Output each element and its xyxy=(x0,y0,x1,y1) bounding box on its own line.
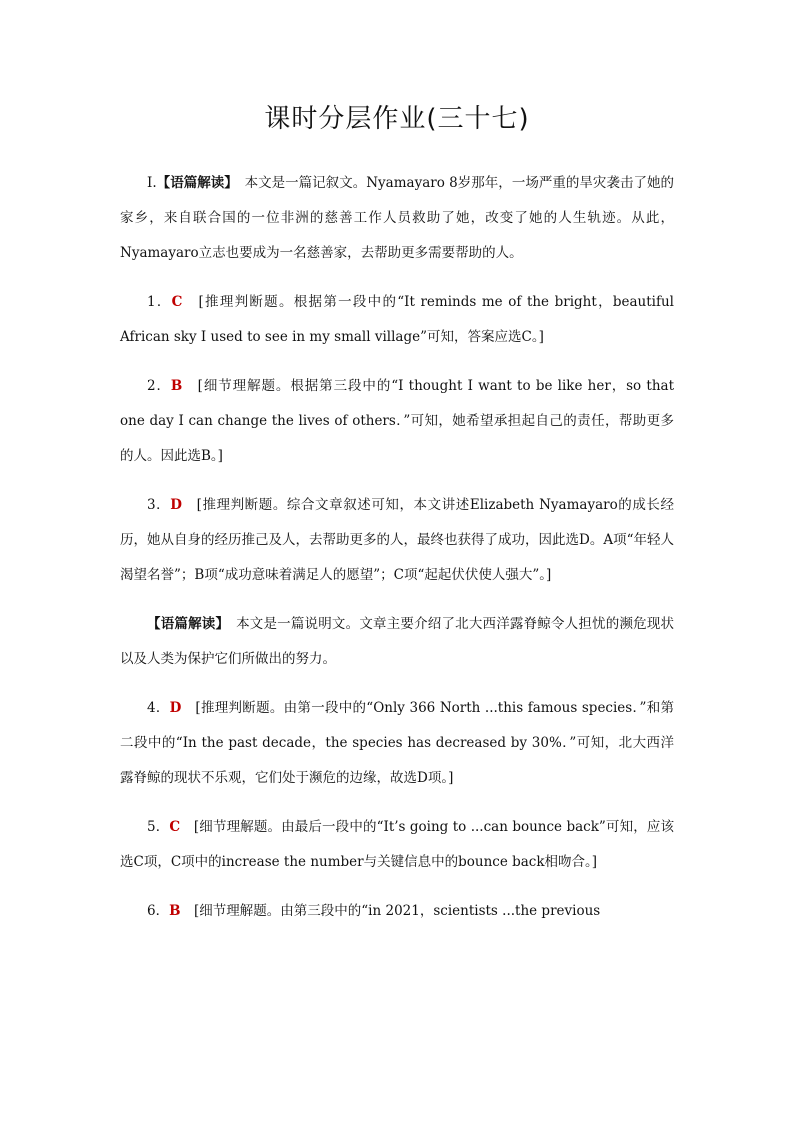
question-number: 1． xyxy=(147,294,172,310)
section-label: Ⅰ. xyxy=(147,175,157,191)
answer-explanation: [细节理解题。根据第三段中的“I thought I want to be like her，so that one day I can change the lives of others．”可知，她希望承担起自己的责任，帮助更多的人。因此选B。] xyxy=(120,378,674,464)
answer-explanation: [细节理解题。由第三段中的“in 2021，scientists ...the previous xyxy=(180,903,601,919)
answer-item xyxy=(120,691,674,796)
question-number: 4． xyxy=(147,700,170,716)
passage-summary-2 xyxy=(120,607,674,677)
passage-summary-text: 本文是一篇说明文。文章主要介绍了北大西洋露脊鲸令人担忧的濒危现状以及人类为保护它们所做出的努力。 xyxy=(120,616,675,667)
page-title: 课时分层作业(三十七) xyxy=(264,104,530,134)
answer-explanation: [推理判断题。根据第一段中的“It reminds me of the bright，beautiful African sky I used to see in my small village”可知，答案应选C。] xyxy=(120,294,674,345)
answer-letter: D xyxy=(170,497,182,513)
answer-explanation: [推理判断题。综合文章叙述可知，本文讲述Elizabeth Nyamayaro的成长经历，她从自身的经历推己及人，去帮助更多的人，最终也获得了成功，因此选D。A项“年轻人渴望名誉”；B项“成功意味着满足人的愿望”；C项“起起伏伏使人强大”。] xyxy=(120,497,675,583)
answer-item xyxy=(120,810,674,880)
answer-item xyxy=(120,369,674,474)
answer-explanation: [推理判断题。由第一段中的“Only 366 North ...this famous species．”和第二段中的“In the past decade，the species has decreased by 30%．”可知，北大西洋露脊鲸的现状不乐观，它们处于濒危的边缘，故选D项。] xyxy=(120,700,674,786)
answer-letter: B xyxy=(169,903,181,919)
passage-summary-1 xyxy=(120,166,674,271)
answer-letter: B xyxy=(170,378,183,394)
answer-content xyxy=(120,166,674,929)
answer-letter: D xyxy=(169,700,182,716)
question-number: 3． xyxy=(147,497,171,513)
question-number: 6． xyxy=(147,903,170,919)
answer-letter: C xyxy=(169,819,181,835)
question-number: 2． xyxy=(147,378,171,394)
answer-explanation: [细节理解题。由最后一段中的“It’s going to ...can bounce back”可知，应该选C项，C项中的increase the number与关键信息中的bounce back相吻合。] xyxy=(120,819,674,870)
passage-summary-text: 本文是一篇记叙文。Nyamayaro 8岁那年，一场严重的旱灾袭击了她的家乡，来自联合国的一位非洲的慈善工作人员救助了她，改变了她的人生轨迹。从此，Nyamayaro立志也要成为一名慈善家，去帮助更多需要帮助的人。 xyxy=(120,175,675,261)
question-number: 5． xyxy=(147,819,170,835)
answer-letter: C xyxy=(171,294,183,310)
answer-item xyxy=(120,488,674,593)
answer-item xyxy=(120,285,674,355)
passage-heading: 【语篇解读】 xyxy=(156,175,232,191)
passage-heading: 【语篇解读】 xyxy=(147,616,223,632)
answer-item xyxy=(120,894,674,929)
